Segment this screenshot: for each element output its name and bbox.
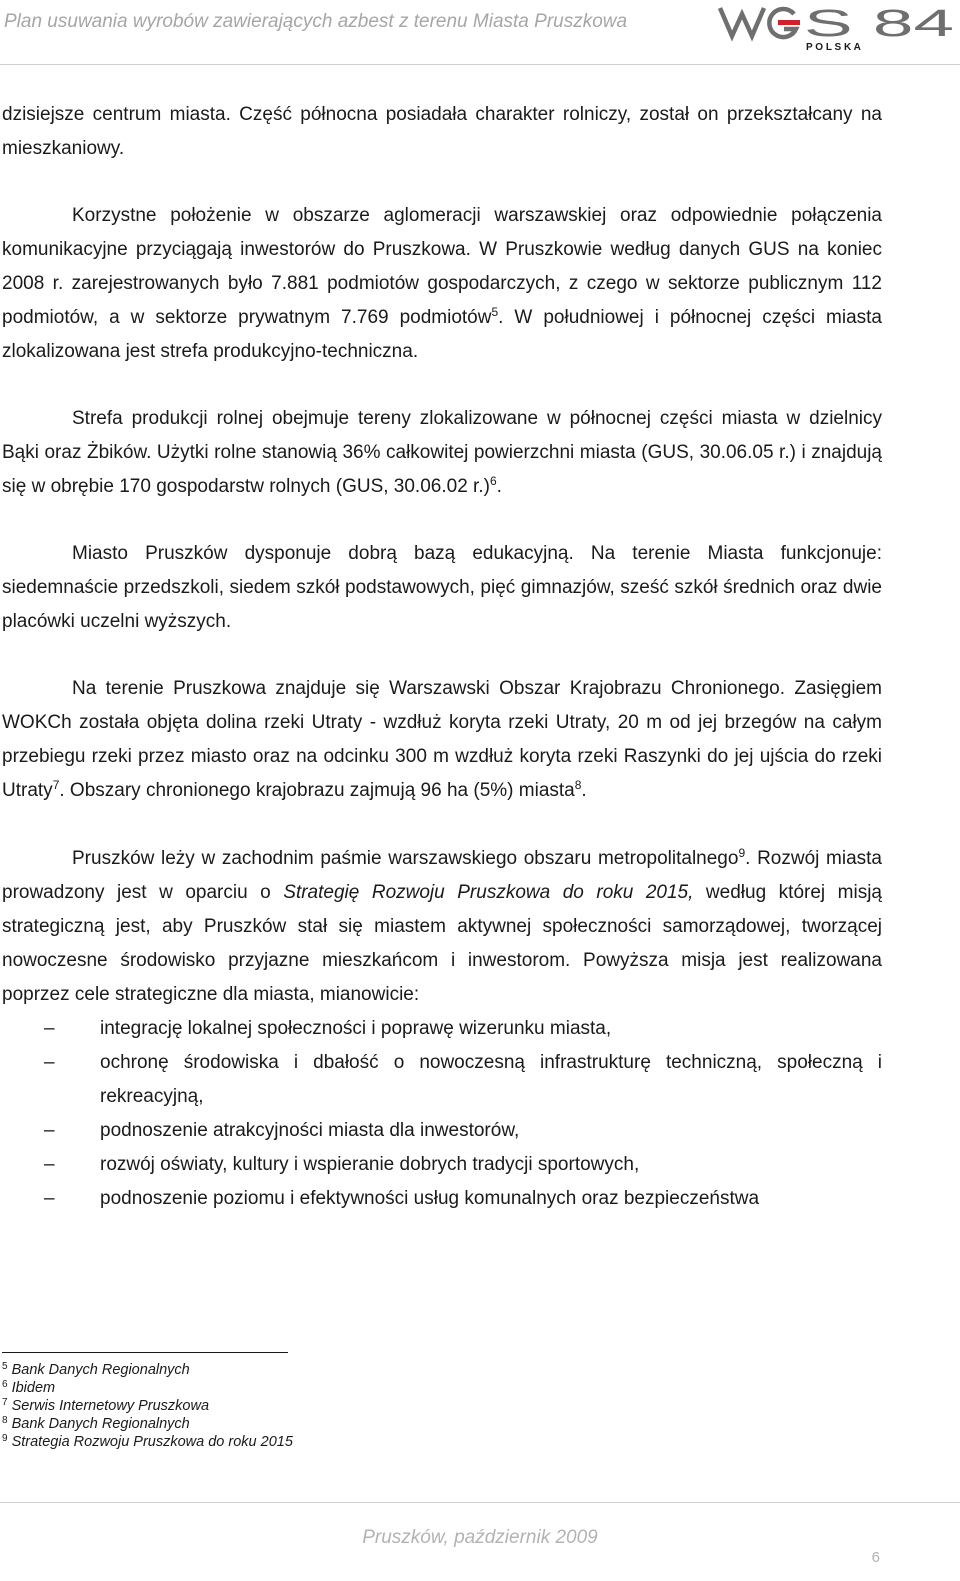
paragraph-6: Pruszków leży w zachodnim paśmie warszawskiego obszaru metropolitalnego$^9$. Rozwój miasta prowadzony jest w oparciu o Strategię Rozwoju Pruszkowa do roku 2015, według której misją strategiczną jest, aby Pruszków stał się miastem aktywnej społeczności samorządowej, tworzącej nowoczesne środowisko przyjazne mieszkańcom i inwestorom. Powyższa misja jest realizowana poprzez cele strategiczne dla miasta, mianowicie:	[2, 846, 883, 1005]
header-title: Plan usuwania wyrobów zawierających azbest z terenu Miasta Pruszkowa	[4, 11, 628, 32]
strategy-title: Strategię Rozwoju Pruszkowa do roku 2015,	[283, 882, 694, 903]
footer-separator	[0, 1502, 960, 1503]
dash-bullet: –	[44, 1188, 55, 1209]
wgs84-logo	[718, 2, 958, 52]
list-item: – podnoszenie poziomu i efektywności usług komunalnych oraz bezpieczeństwa	[2, 1182, 882, 1216]
dash-bullet: –	[44, 1120, 55, 1141]
dash-bullet: –	[44, 1052, 55, 1073]
list-item: – rozwój oświaty, kultury i wspieranie dobrych tradycji sportowych,	[2, 1148, 882, 1182]
paragraph-4: Miasto Pruszków dysponuje dobrą bazą edukacyjną. Na terenie Miasta funkcjonuje: siedemnaście przedszkoli, siedem szkół podstawowych, pięć gimnazjów, sześć szkół średnich oraz dwie placówki uczelni wyższych.	[2, 543, 882, 632]
page-header	[0, 0, 960, 65]
footnote: $^6$ Ibidem	[2, 1379, 56, 1396]
footnote: $^5$ Bank Danych Regionalnych	[2, 1361, 190, 1378]
footnote-ref-5: 5	[491, 305, 499, 319]
footnote-ref-6: 6	[489, 474, 497, 488]
list-item: – ochronę środowiska i dbałość o nowoczesną infrastrukturę techniczną, społeczną i rekreacyjną,	[2, 1046, 882, 1114]
footnotes	[2, 1361, 293, 1451]
logo-wordmark: S 84	[804, 3, 954, 45]
footnote: $^7$ Serwis Internetowy Pruszkowa	[2, 1397, 210, 1414]
paragraph-2: Korzystne położenie w obszarze aglomeracji warszawskiej oraz odpowiednie połączenia komunikacyjne przyciągają inwestorów do Pruszkowa. W Pruszkowie według danych GUS na koniec 2008 r. zarejestrowanych było 7.881 podmiotów gospodarczych, z czego w sektorze publicznym 112 podmiotów, a w sektorze prywatnym 7.769 podmiotów$^5$. W południowej i północnej części miasta zlokalizowana jest strefa produkcyjno-techniczna.	[2, 205, 882, 362]
footnote: $^9$ Strategia Rozwoju Pruszkowa do roku 2015	[2, 1433, 293, 1450]
footer-place-date: Pruszków, październik 2009	[362, 1527, 598, 1548]
strategic-goals-list	[2, 1012, 882, 1216]
dash-bullet: –	[44, 1018, 55, 1039]
dash-bullet: –	[44, 1154, 55, 1175]
footnote-separator	[2, 1352, 288, 1353]
footnote-ref-7: 7	[52, 778, 60, 792]
footnote-ref-8: 8	[574, 778, 582, 792]
footnote: $^8$ Bank Danych Regionalnych	[2, 1415, 190, 1432]
list-item: – podnoszenie atrakcyjności miasta dla inwestorów,	[2, 1114, 882, 1148]
list-item: – integrację lokalnej społeczności i poprawę wizerunku miasta,	[2, 1012, 882, 1046]
page-number: 6	[871, 1549, 880, 1566]
paragraph-1: dzisiejsze centrum miasta. Część północna posiadała charakter rolniczy, został on przekształcany na mieszkaniowy.	[2, 104, 882, 159]
footnote-ref-9: 9	[738, 846, 746, 860]
logo-subtitle: P O L S K A	[806, 42, 861, 52]
document-body	[2, 98, 882, 1216]
paragraph-5: Na terenie Pruszkowa znajduje się Warszawski Obszar Krajobrazu Chronionego. Zasięgiem WOKCh została objęta dolina rzeki Utraty - wzdłuż koryta rzeki Utraty, 20 m od jej brzegów na całym przebiegu rzeki przez miasto oraz na odcinku 300 m wzdłuż koryta rzeki Raszynki do jej ujścia do rzeki Utraty$^7$. Obszary chronionego krajobrazu zajmują 96 ha (5%) miasta$^8$.	[2, 678, 882, 801]
paragraph-3: Strefa produkcji rolnej obejmuje tereny zlokalizowane w północnej części miasta w dzielnicy Bąki oraz Żbików. Użytki rolne stanowią 36% całkowitej powierzchni miasta (GUS, 30.06.05 r.) i znajdują się w obrębie 170 gospodarstw rolnych (GUS, 30.06.02 r.)$^6$.	[2, 408, 882, 497]
